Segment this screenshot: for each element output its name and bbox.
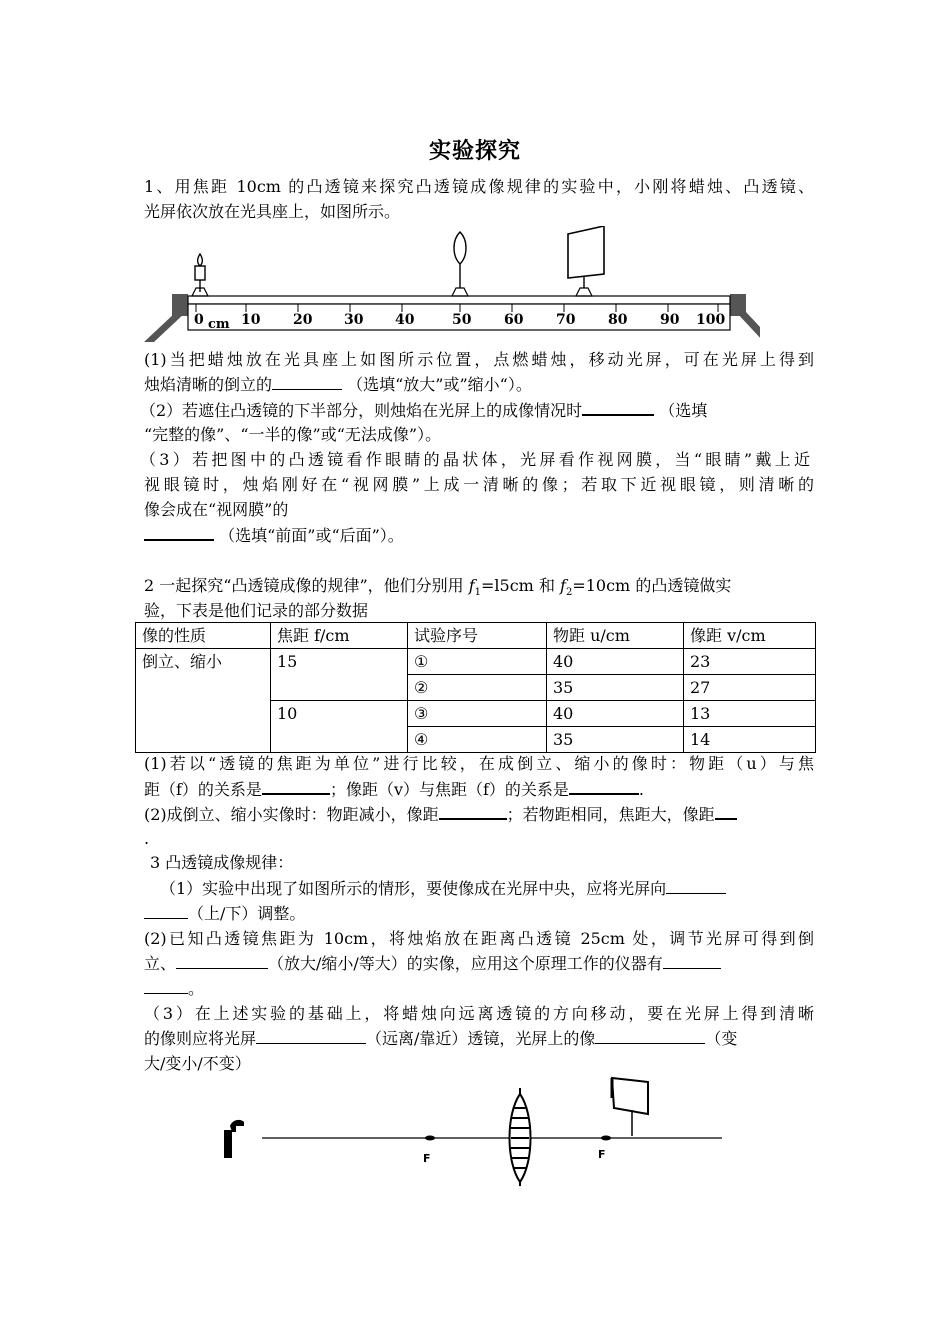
q2-part1-line-1: (1)若以“透镜的焦距为单位”进行比较，在成倒立、缩小的像时：物距（u）与焦	[144, 754, 814, 773]
lens-setup-figure	[222, 1074, 726, 1188]
table-cell-u: 40	[547, 701, 684, 727]
q3-blank-1a[interactable]	[666, 877, 726, 894]
q1-blank-2[interactable]	[582, 398, 654, 416]
light-screen-icon	[612, 1078, 648, 1136]
q3-blank-1b[interactable]	[144, 902, 188, 919]
bench-rail	[188, 296, 730, 304]
bench-label-20: 20	[293, 312, 313, 328]
table-header: 焦距 f/cm	[271, 623, 408, 649]
convex-lens-icon	[510, 1088, 531, 1186]
bench-label-10: 10	[241, 312, 261, 328]
q3-part3-line-3: 大/变小/不变）	[144, 1054, 251, 1073]
page-title: 实验探究	[428, 138, 521, 164]
light-screen-icon	[568, 226, 604, 296]
bench-label-0: 0	[194, 312, 204, 328]
table-cell-property: 倒立、缩小	[136, 649, 271, 753]
q3-blank-3a[interactable]	[663, 952, 721, 969]
bench-label-100: 100	[696, 312, 726, 328]
bench-label-70: 70	[556, 312, 576, 328]
table-cell-v: 14	[684, 727, 816, 753]
table-header-row	[136, 623, 816, 649]
q1-part2-line-1: （2）若遮住凸透镜的下半部分，则烛焰在光屏上的成像情况时 （选填	[140, 398, 810, 423]
table-header: 像的性质	[136, 623, 271, 649]
table-cell-seq: ③	[408, 701, 547, 727]
q1-blank-3[interactable]	[144, 523, 214, 541]
candle-icon	[192, 254, 208, 296]
table-cell-seq: ④	[408, 727, 547, 753]
q1-intro-line-2: 光屏依次放在光具座上，如图所示。	[144, 202, 401, 221]
table-header: 试验序号	[408, 623, 547, 649]
q1-part3-line-2: 视眼镜时，烛焰刚好在“视网膜”上成一清晰的像；若取下近视眼镜，则清晰的	[144, 475, 814, 494]
q1-part3-line-3: 像会成在“视网膜”的	[144, 500, 289, 519]
q3-blank-5[interactable]	[595, 1027, 705, 1044]
bench-left-leg	[144, 312, 186, 342]
table-cell-u: 35	[547, 727, 684, 753]
table-cell-focal: 15	[271, 649, 408, 701]
bench-left-end	[172, 294, 188, 316]
focal-point-right	[598, 1136, 611, 1162]
q1-part3-line-1: （3）若把图中的凸透镜看作眼睛的晶状体，光屏看作视网膜，当“眼睛”戴上近	[140, 450, 810, 469]
q2-blank-3[interactable]	[439, 802, 507, 820]
q1-part2-line-2: “完整的像”、“一半的像”或“无法成像”）。	[144, 425, 442, 444]
q3-part1-line-2: （上/下）调整。	[144, 902, 814, 926]
q1-blank-1[interactable]	[272, 373, 342, 390]
table-row	[136, 649, 816, 675]
q3-part2-line-3: 。	[144, 977, 814, 1001]
q2-part2-line-2: .	[144, 829, 150, 848]
bench-label-50: 50	[452, 312, 472, 328]
table-cell-u: 40	[547, 649, 684, 675]
focal-label-left: F	[423, 1152, 431, 1165]
optical-bench-figure	[140, 226, 760, 346]
q3-part1-line-1: （1）实验中出现了如图所示的情形，要使像成在光屏中央，应将光屏向	[160, 877, 830, 901]
q2-part1-line-2: 距（f）的关系是 ；像距（v）与焦距（f）的关系是 .	[144, 777, 814, 802]
table-cell-u: 35	[547, 675, 684, 701]
table-cell-seq: ①	[408, 649, 547, 675]
q3-blank-2[interactable]	[176, 952, 268, 969]
q1-part3-line-4: （选填“前面”或“后面”）。	[144, 523, 814, 548]
q2-blank-2[interactable]	[569, 777, 639, 795]
bench-right-leg	[736, 312, 760, 342]
table-cell-v: 27	[684, 675, 816, 701]
bench-label-40: 40	[395, 312, 415, 328]
table-cell-v: 23	[684, 649, 816, 675]
data-table	[135, 622, 816, 753]
q3-blank-4[interactable]	[256, 1027, 366, 1044]
q3-blank-3b[interactable]	[144, 977, 188, 994]
q1-intro-line-1: 1、用焦距 10cm 的凸透镜来探究凸透镜成像规律的实验中，小刚将蜡烛、凸透镜、	[144, 177, 814, 196]
q3-part2-line-1: (2)已知凸透镜焦距为 10cm，将烛焰放在距离凸透镜 25cm 处，调节光屏可得到倒	[144, 929, 814, 948]
q3-part3-line-1: （3）在上述实验的基础上，将蜡烛向远离透镜的方向移动，要在光屏上得到清晰	[144, 1004, 814, 1023]
candle-icon	[224, 1120, 244, 1158]
q1-part1-line-1: (1)当把蜡烛放在光具座上如图所示位置，点燃蜡烛，移动光屏，可在光屏上得到	[144, 350, 814, 369]
q3-intro: 3 凸透镜成像规律：	[150, 853, 294, 872]
q3-part3-line-2: 的像则应将光屏 （远离/靠近）透镜，光屏上的像 （变	[144, 1029, 738, 1048]
bench-label-cm: cm	[208, 317, 230, 332]
bench-right-end	[730, 294, 746, 316]
q2-blank-4[interactable]	[715, 802, 737, 820]
q1-part1-line-2: 烛焰清晰的倒立的 （选填“放大”或”缩小“）。	[144, 375, 532, 394]
table-header: 物距 u/cm	[547, 623, 684, 649]
q2-blank-1[interactable]	[262, 777, 330, 795]
bench-label-80: 80	[608, 312, 628, 328]
focal-label-right: F	[598, 1148, 606, 1161]
table-cell-focal: 10	[271, 701, 408, 753]
bench-label-90: 90	[660, 312, 680, 328]
bench-label-60: 60	[504, 312, 524, 328]
table-cell-v: 13	[684, 701, 816, 727]
q2-part2-line-1: (2)成倒立、缩小实像时：物距减小，像距 ；若物距相同，焦距大，像距	[144, 802, 814, 827]
table-header: 像距 v/cm	[684, 623, 816, 649]
bench-label-30: 30	[344, 312, 364, 328]
q3-part2-line-2: 立、 （放大/缩小/等大）的实像，应用这个原理工作的仪器有	[144, 952, 814, 976]
convex-lens-icon	[452, 232, 468, 296]
q2-intro-line-1: 2 一起探究“凸透镜成像的规律”，他们分别用 $f_1=l5cm$ 和 $f_2=10cm$ 的凸透镜做实	[144, 576, 732, 599]
q2-intro-line-2: 验，下表是他们记录的部分数据	[144, 601, 369, 620]
table-cell-seq: ②	[408, 675, 547, 701]
focal-point-left	[423, 1136, 435, 1166]
